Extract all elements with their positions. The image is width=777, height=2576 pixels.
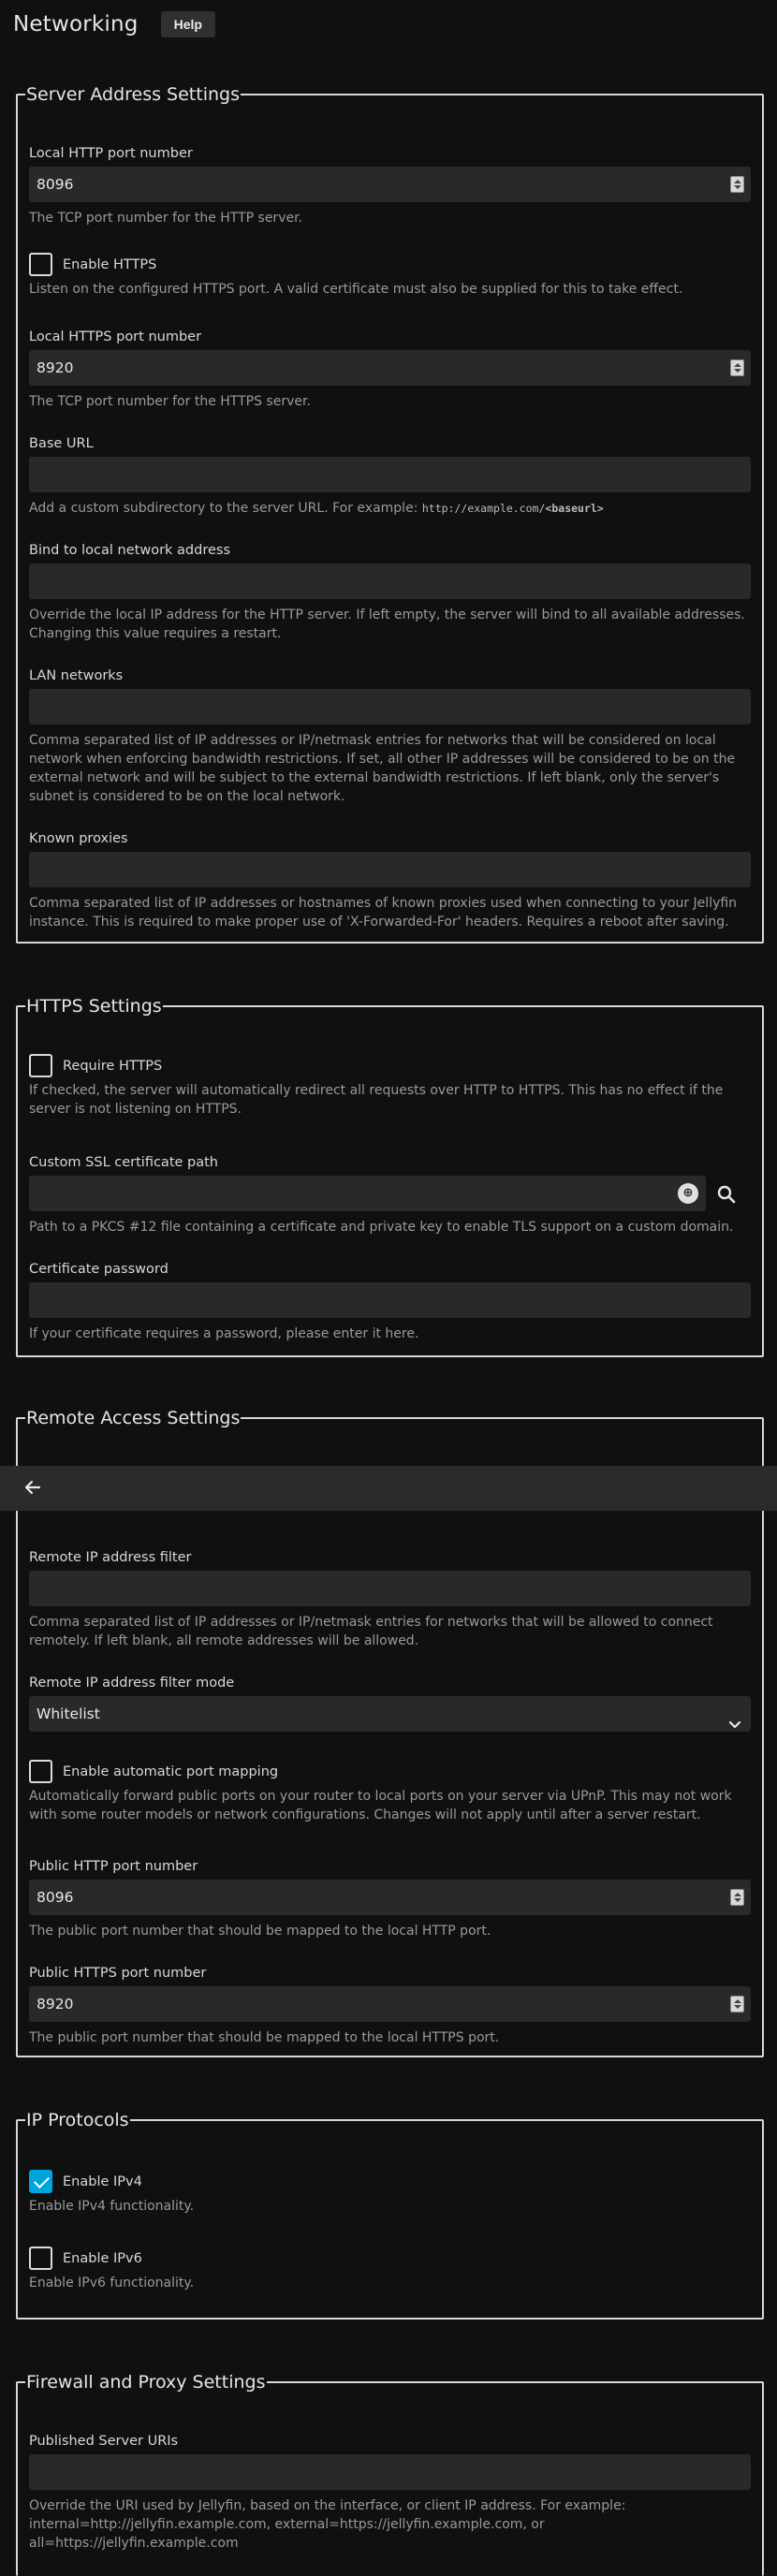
published-uris-desc: Override the URI used by Jellyfin, based on the interface, or client IP address. For example: internal=http://jellyfin.example.com, external=https://jellyfin.example.com, or all=https://jellyfin.example.com: [29, 2498, 626, 2551]
ip-filter-label: Remote IP address filter: [29, 1550, 192, 1565]
base-url-example: http://example.com/<baseurl>: [421, 502, 604, 515]
known-proxies-input[interactable]: [29, 852, 751, 887]
bind-address-desc: Override the local IP address for the HTTP server. If left empty, the server will bind to all available addresses. Changing this value requires a restart.: [29, 607, 745, 641]
cert-path-desc: Path to a PKCS #12 file containing a certificate and private key to enable TLS support on a custom domain.: [29, 1220, 734, 1235]
cert-password-input[interactable]: [29, 1282, 751, 1318]
public-https-input[interactable]: [29, 1986, 751, 2022]
cert-password-label: Certificate password: [29, 1262, 169, 1277]
lan-networks-desc: Comma separated list of IP addresses or IP/netmask entries for networks that will be considered on local network when enforcing bandwidth restrictions. If set, all other IP addresses will be considered to be on the external network and will be subject to the external bandwidth restrictions. If left blank, only the server's subnet is considered to be on the local network.: [29, 733, 736, 804]
ip-filter-input[interactable]: [29, 1571, 751, 1606]
overlay-nav-bar: [0, 1466, 777, 1511]
help-button[interactable]: Help: [161, 11, 215, 37]
ipv4-checkbox[interactable]: [29, 2170, 52, 2193]
ip-protocols-fieldset: [16, 2110, 764, 2320]
ipv6-label: Enable IPv6: [63, 2250, 142, 2266]
ipv6-desc: Enable IPv6 functionality.: [29, 2276, 195, 2291]
require-https-label: Require HTTPS: [63, 1058, 163, 1074]
filter-mode-select[interactable]: [29, 1696, 751, 1732]
cert-path-input[interactable]: [29, 1176, 706, 1211]
public-http-label: Public HTTP port number: [29, 1859, 198, 1874]
public-https-desc: The public port number that should be mapped to the local HTTPS port.: [29, 2030, 500, 2045]
bind-address-input[interactable]: [29, 564, 751, 599]
ip-filter-desc: Comma separated list of IP addresses or IP/netmask entries for networks that will be allowed to connect remotely. If left blank, all remote addresses will be allowed.: [29, 1615, 713, 1648]
base-url-label: Base URL: [29, 436, 94, 451]
base-url-desc-text: Add a custom subdirectory to the server URL. For example:: [29, 501, 418, 516]
firewall-legend: Firewall and Proxy Settings: [26, 2372, 266, 2393]
ipv4-desc: Enable IPv4 functionality.: [29, 2199, 195, 2214]
require-https-checkbox[interactable]: [29, 1054, 52, 1077]
enable-https-desc: Listen on the configured HTTPS port. A valid certificate must also be supplied for this to take effect.: [29, 282, 683, 297]
port-mapping-desc: Automatically forward public ports on your router to local ports on your server via UPnP. This may not work with some router models or network configurations. Changes will not apply until after a server restart.: [29, 1789, 732, 1822]
cert-path-label: Custom SSL certificate path: [29, 1155, 218, 1170]
filter-mode-value: Whitelist: [37, 1705, 100, 1722]
arrow-left-icon[interactable]: [24, 1480, 41, 1499]
http-port-stepper[interactable]: [730, 176, 744, 193]
https-settings-fieldset: [16, 996, 764, 1357]
public-http-desc: The public port number that should be mapped to the local HTTP port.: [29, 1924, 491, 1939]
enable-https-label: Enable HTTPS: [63, 256, 157, 272]
firewall-fieldset: [16, 2372, 764, 2576]
ipv6-checkbox[interactable]: [29, 2247, 52, 2270]
filter-mode-label: Remote IP address filter mode: [29, 1676, 235, 1690]
public-http-value: 8096: [37, 1889, 74, 1906]
http-port-desc: The TCP port number for the HTTP server.: [29, 211, 303, 226]
http-port-input[interactable]: [29, 167, 751, 202]
https-port-input[interactable]: [29, 350, 751, 386]
ip-protocols-legend: IP Protocols: [26, 2110, 129, 2130]
base-url-desc: [29, 499, 604, 518]
public-https-label: Public HTTPS port number: [29, 1966, 207, 1981]
ipv4-label: Enable IPv4: [63, 2174, 142, 2189]
search-icon[interactable]: [716, 1182, 737, 1218]
chevron-down-icon: [728, 1707, 741, 1743]
page-header: [13, 11, 215, 37]
public-https-value: 8920: [37, 1996, 74, 2012]
enable-https-checkbox[interactable]: [29, 253, 52, 276]
public-http-stepper[interactable]: [730, 1889, 744, 1906]
remote-access-legend: Remote Access Settings: [26, 1408, 241, 1428]
globe-icon[interactable]: ⊕: [678, 1183, 698, 1204]
base-url-input[interactable]: [29, 457, 751, 492]
https-port-label: Local HTTPS port number: [29, 329, 202, 344]
public-https-stepper[interactable]: [730, 1996, 744, 2012]
server-address-legend: Server Address Settings: [26, 84, 240, 105]
lan-networks-label: LAN networks: [29, 668, 124, 683]
known-proxies-label: Known proxies: [29, 831, 128, 846]
require-https-desc: If checked, the server will automatically redirect all requests over HTTP to HTTPS. This has no effect if the server is not listening on HTTPS.: [29, 1083, 724, 1117]
https-settings-legend: HTTPS Settings: [26, 996, 162, 1017]
published-uris-input[interactable]: [29, 2454, 751, 2490]
public-http-input[interactable]: [29, 1880, 751, 1915]
known-proxies-desc: Comma separated list of IP addresses or hostnames of known proxies used when connecting to your Jellyfin instance. This is required to make proper use of 'X-Forwarded-For' headers. Requires a reboot after saving.: [29, 896, 738, 929]
port-mapping-label: Enable automatic port mapping: [63, 1764, 279, 1779]
http-port-label: Local HTTP port number: [29, 146, 193, 161]
https-port-value: 8920: [37, 359, 74, 376]
https-port-desc: The TCP port number for the HTTPS server.: [29, 394, 311, 409]
cert-password-desc: If your certificate requires a password, please enter it here.: [29, 1326, 419, 1341]
page-title: Networking: [13, 12, 139, 37]
published-uris-label: Published Server URIs: [29, 2434, 179, 2449]
lan-networks-input[interactable]: [29, 689, 751, 724]
http-port-value: 8096: [37, 176, 74, 193]
port-mapping-checkbox[interactable]: [29, 1760, 52, 1783]
bind-address-label: Bind to local network address: [29, 543, 231, 558]
server-address-fieldset: [16, 84, 764, 944]
https-port-stepper[interactable]: [730, 359, 744, 376]
